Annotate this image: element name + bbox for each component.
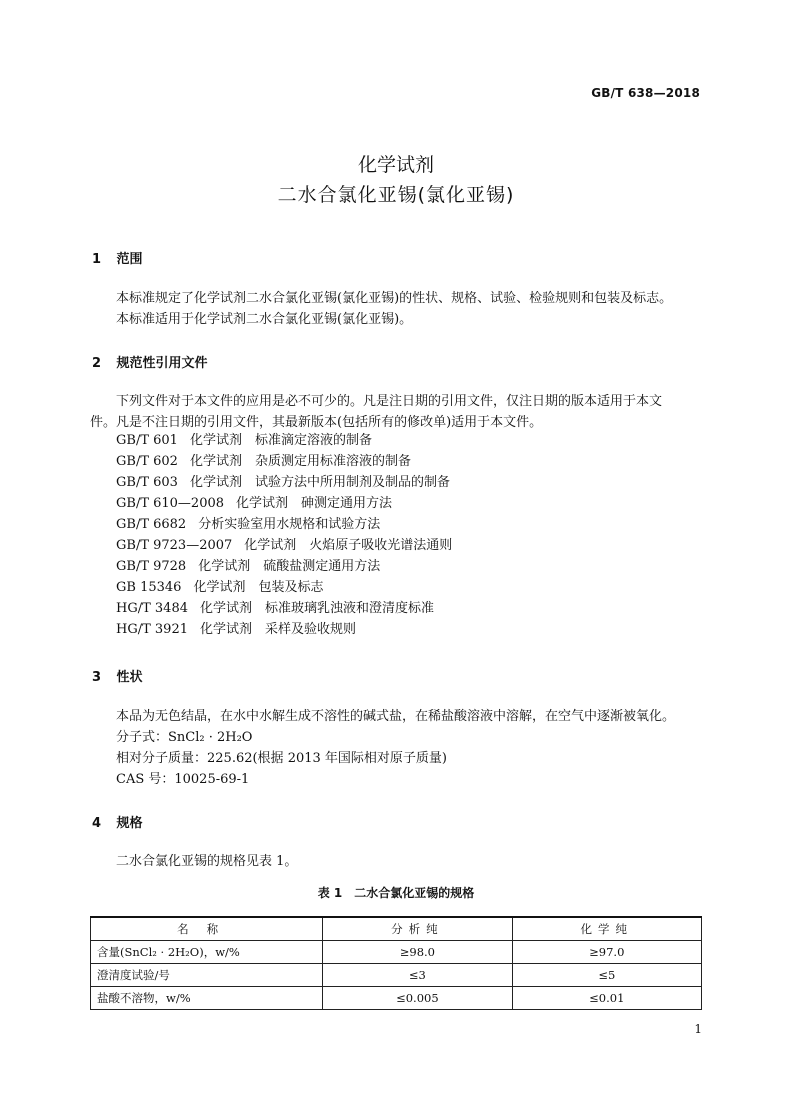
reference-item — [116, 472, 452, 493]
table-cell-name: 含量(SnCl₂ · 2H₂O)，w/% — [91, 941, 323, 964]
reference-title: 化学试剂 硫酸盐测定通用方法 — [198, 559, 381, 574]
table-caption: 表 1 二水合氯化亚锡的规格 — [317, 886, 475, 900]
reference-code: GB/T 9728 — [116, 559, 187, 574]
reference-code: HG/T 3921 — [116, 622, 188, 637]
reference-item — [116, 493, 452, 514]
section-title: 规范性引用文件 — [116, 356, 208, 371]
section-1-body — [90, 288, 702, 330]
table-cell-name: 澄清度试验/号 — [91, 964, 323, 987]
table-header-cell: 分析纯 — [323, 917, 512, 941]
section-4-body — [90, 851, 702, 872]
table-cell-analytical: ≥98.0 — [323, 941, 512, 964]
reference-title: 化学试剂 标准滴定溶液的制备 — [189, 433, 372, 448]
reference-code: GB/T 9723—2007 — [116, 538, 233, 553]
reference-item — [116, 577, 452, 598]
reference-item — [116, 619, 452, 640]
paragraph-line: 二水合氯化亚锡的规格见表 1。 — [116, 854, 298, 869]
reference-code: GB/T 603 — [116, 475, 178, 490]
reference-title: 化学试剂 试验方法中所用制剂及制品的制备 — [189, 475, 450, 490]
normative-reference-list — [116, 430, 452, 640]
table-header-cell: 名称 — [91, 917, 323, 941]
section-number: 2 — [92, 356, 102, 371]
reference-title: 化学试剂 采样及验收规则 — [200, 622, 357, 637]
section-3-heading — [92, 666, 143, 685]
section-3-body — [90, 706, 702, 790]
paragraph-line: 件。凡是不注日期的引用文件，其最新版本(包括所有的修改单)适用于本文件。 — [90, 415, 543, 430]
reference-item — [116, 535, 452, 556]
reference-title: 化学试剂 火焰原子吸收光谱法通则 — [244, 538, 453, 553]
reference-code: GB/T 601 — [116, 433, 178, 448]
section-4-heading — [92, 812, 143, 831]
table-cell-chemical: ≤0.01 — [512, 987, 701, 1010]
section-number: 3 — [92, 670, 102, 685]
table-row — [91, 987, 702, 1010]
section-title: 规格 — [116, 816, 143, 831]
table-cell-analytical: ≤3 — [323, 964, 512, 987]
reference-item — [116, 556, 452, 577]
section-title: 性状 — [116, 670, 143, 685]
table-header-cell: 化学纯 — [512, 917, 701, 941]
table-header-row — [91, 917, 702, 941]
reference-code: GB 15346 — [116, 580, 182, 595]
table-row — [91, 964, 702, 987]
reference-code: GB/T 6682 — [116, 517, 187, 532]
reference-item — [116, 451, 452, 472]
molecular-formula: 分子式：SnCl₂ · 2H₂O — [116, 730, 253, 745]
cas-number: CAS 号：10025-69-1 — [116, 772, 250, 787]
paragraph-line: 本品为无色结晶，在水中水解生成不溶性的碱式盐，在稀盐酸溶液中溶解，在空气中逐渐被氧化。 — [116, 709, 676, 724]
page-number: 1 — [694, 1022, 702, 1036]
reference-title: 化学试剂 标准玻璃乳浊液和澄清度标准 — [200, 601, 435, 616]
table-row — [91, 941, 702, 964]
section-number: 4 — [92, 816, 102, 831]
table-cell-chemical: ≤5 — [512, 964, 701, 987]
reference-item — [116, 514, 452, 535]
paragraph-line: 本标准适用于化学试剂二水合氯化亚锡(氯化亚锡)。 — [116, 312, 413, 327]
standard-code: GB/T 638—2018 — [591, 86, 700, 100]
document-title-line2: 二水合氯化亚锡(氯化亚锡) — [277, 184, 515, 206]
section-2-heading — [92, 352, 208, 371]
reference-code: GB/T 602 — [116, 454, 178, 469]
specification-table — [90, 916, 702, 1010]
reference-code: HG/T 3484 — [116, 601, 188, 616]
reference-item — [116, 430, 452, 451]
paragraph-line: 本标准规定了化学试剂二水合氯化亚锡(氯化亚锡)的性状、规格、试验、检验规则和包装及标志。 — [116, 291, 673, 306]
section-title: 范围 — [116, 252, 143, 267]
section-number: 1 — [92, 252, 102, 267]
table-cell-analytical: ≤0.005 — [323, 987, 512, 1010]
table-cell-chemical: ≥97.0 — [512, 941, 701, 964]
reference-code: GB/T 610—2008 — [116, 496, 225, 511]
table-cell-name: 盐酸不溶物，w/% — [91, 987, 323, 1010]
reference-title: 分析实验室用水规格和试验方法 — [198, 517, 381, 532]
reference-item — [116, 598, 452, 619]
section-2-intro — [90, 391, 702, 433]
reference-title: 化学试剂 包装及标志 — [193, 580, 324, 595]
reference-title: 化学试剂 砷测定通用方法 — [236, 496, 393, 511]
molecular-mass: 相对分子质量：225.62(根据 2013 年国际相对原子质量) — [116, 751, 447, 766]
reference-title: 化学试剂 杂质测定用标准溶液的制备 — [189, 454, 411, 469]
section-1-heading — [92, 248, 143, 267]
document-title-line1: 化学试剂 — [357, 154, 434, 176]
paragraph-line: 下列文件对于本文件的应用是必不可少的。凡是注日期的引用文件，仅注日期的版本适用于本文 — [116, 394, 663, 409]
